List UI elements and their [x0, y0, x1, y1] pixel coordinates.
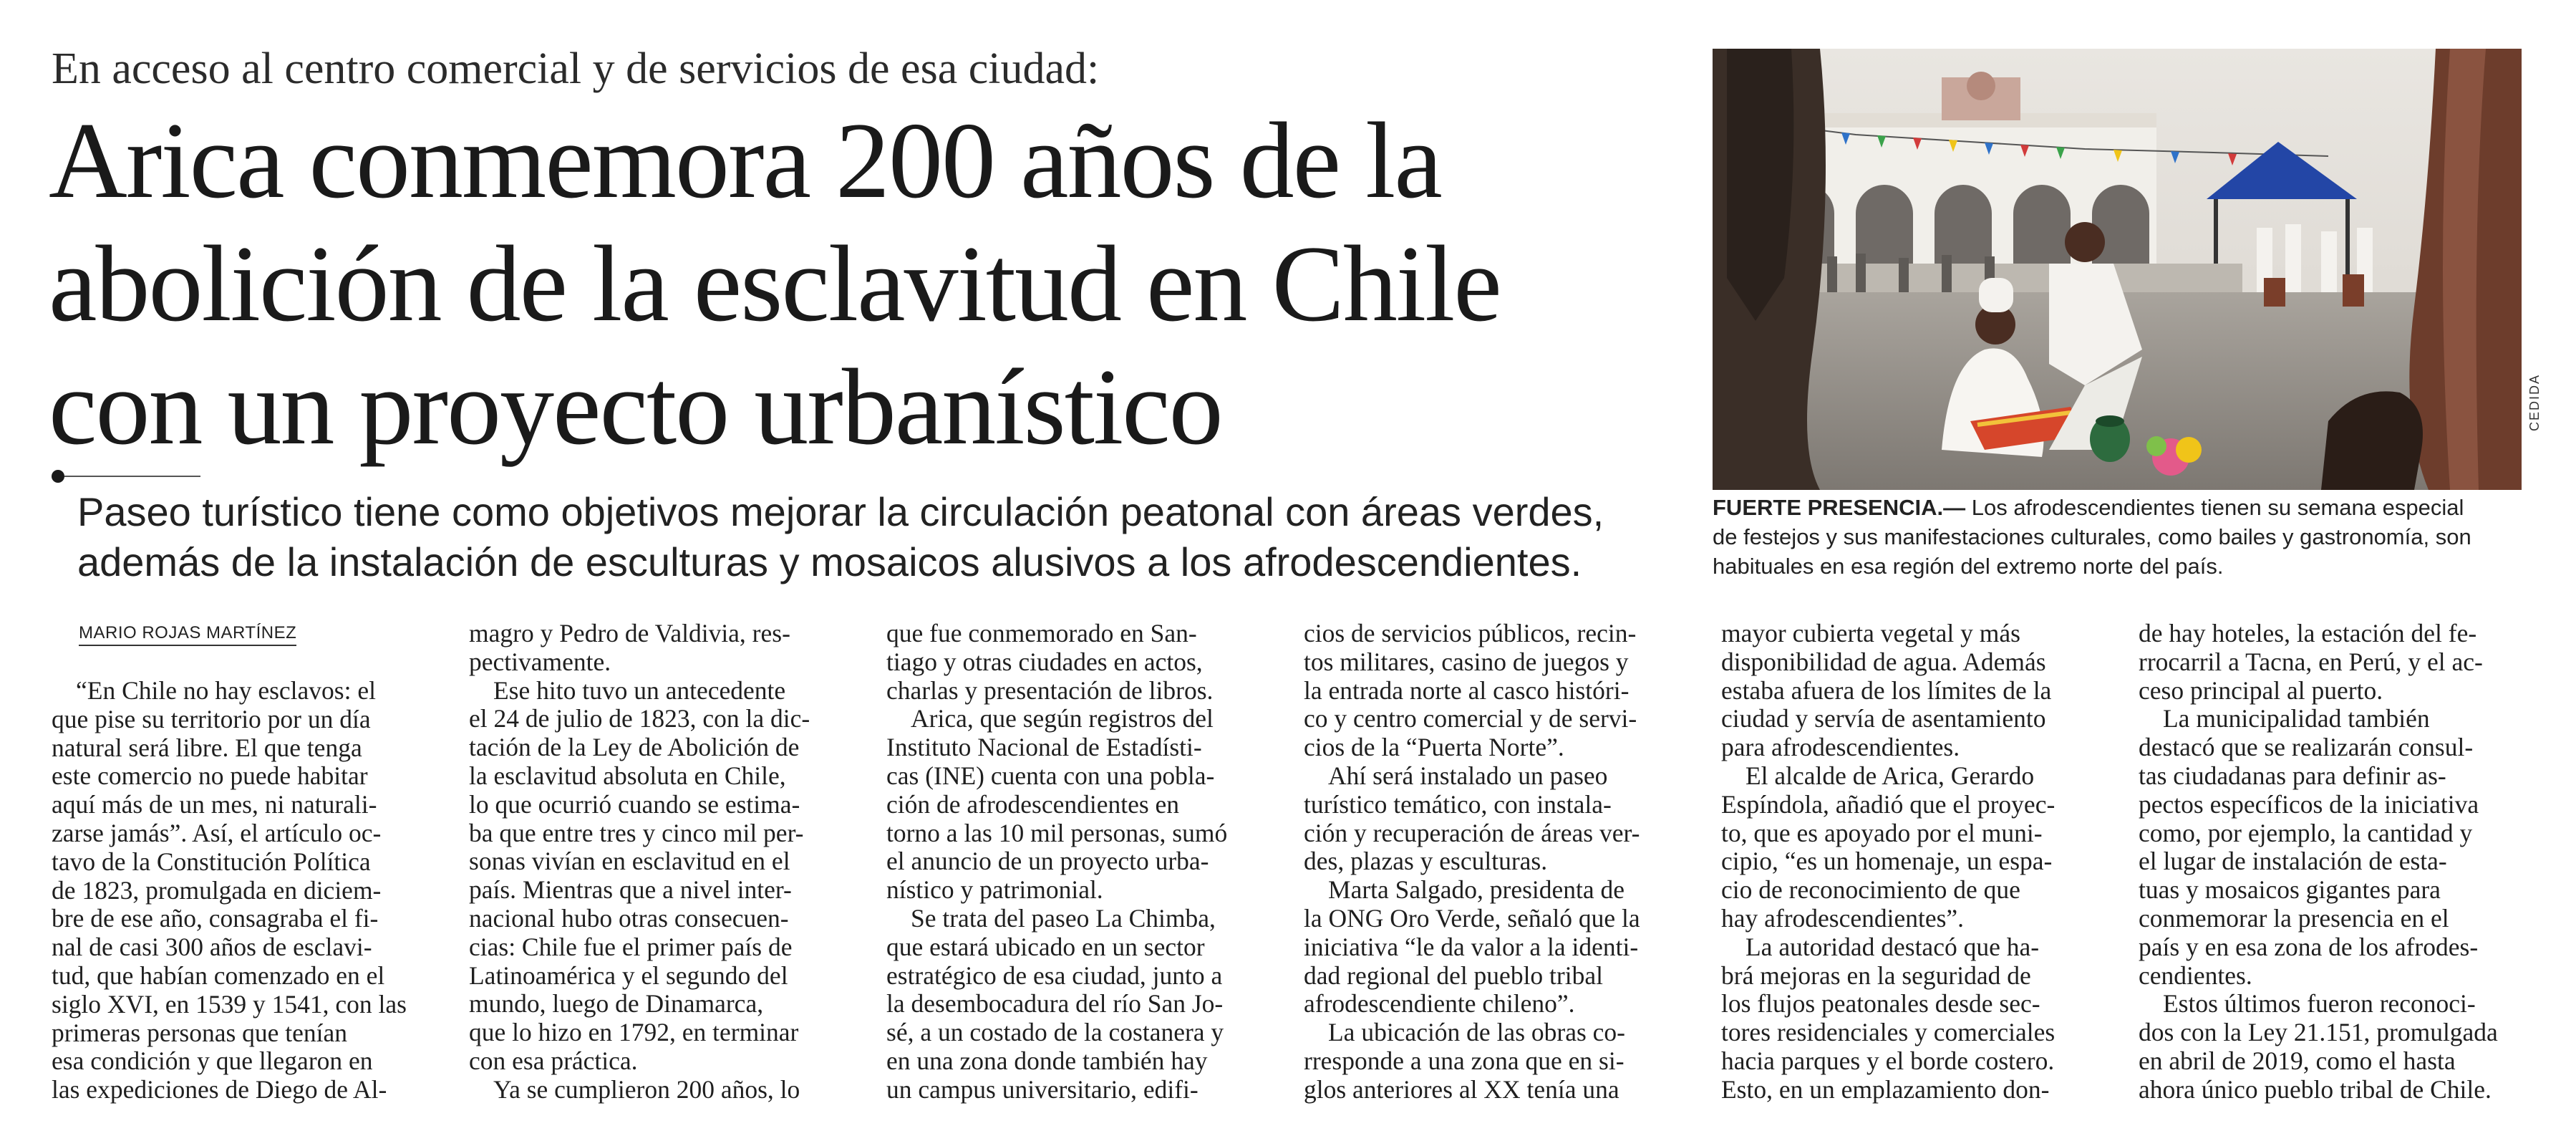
photo-caption: [1713, 493, 2543, 581]
body-line: afrodescendiente chileno”.: [1304, 989, 1575, 1019]
body-line: magro y Pedro de Valdivia, res-: [469, 619, 790, 647]
body-line: pectivamente.: [469, 647, 611, 676]
article-byline: MARIO ROJAS MARTÍNEZ: [79, 623, 296, 646]
body-line: en una zona donde también hay: [886, 1046, 1208, 1075]
body-line: un campus universitario, edifi-: [886, 1074, 1199, 1104]
body-column-6: [2139, 620, 2525, 1104]
body-line: que pise su territorio por un día: [52, 704, 371, 733]
caption-text: Los afrodescendientes tienen su semana especial: [1965, 495, 2464, 520]
body-line: des, plazas y esculturas.: [1304, 847, 1548, 876]
body-column-4: [1304, 620, 1690, 1104]
body-line: con esa práctica.: [469, 1046, 638, 1075]
body-line: la esclavitud absoluta en Chile,: [469, 761, 786, 790]
body-line: ción y recuperación de áreas ver-: [1304, 818, 1640, 847]
body-line: cendientes.: [2139, 960, 2252, 990]
body-line: sonas vivían en esclavitud en el: [469, 847, 790, 876]
divider-dot: [52, 470, 64, 483]
headline-line: con un proyecto urbanístico: [49, 347, 1222, 467]
body-line: tud, que habían comenzado en el: [52, 960, 385, 990]
body-line: destacó que se realizarán consul-: [2139, 733, 2474, 762]
body-line: cios de la “Puerta Norte”.: [1304, 733, 1564, 762]
caption-line: de festejos y sus manifestaciones culturales, como bailes y gastronomía, son: [1713, 524, 2471, 549]
body-line: Estos últimos fueron reconoci-: [2163, 989, 2476, 1019]
body-line: tavo de la Constitución Política: [52, 847, 371, 876]
body-line: que lo hizo en 1792, en terminar: [469, 1018, 799, 1047]
body-line: tas ciudadanas para definir as-: [2139, 761, 2446, 790]
caption-line: habituales en esa región del extremo norte del país.: [1713, 554, 2224, 579]
body-line: to, que es apoyado por el muni-: [1721, 818, 2043, 847]
body-line: Ahí será instalado un paseo: [1328, 761, 1608, 790]
body-line: Esto, en un emplazamiento don-: [1721, 1074, 2050, 1104]
divider-line: [64, 476, 200, 477]
photo-credit: CEDIDA: [2527, 373, 2542, 431]
body-line: cipio, “es un homenaje, un espa-: [1721, 847, 2053, 876]
body-line: ba que entre tres y cinco mil per-: [469, 818, 804, 847]
body-line: cios de servicios públicos, recin-: [1304, 619, 1637, 647]
body-line: el 24 de julio de 1823, con la dic-: [469, 704, 810, 733]
headline-line: Arica conmemora 200 años de la: [49, 100, 1441, 221]
body-line: Arica, que según registros del: [911, 704, 1214, 733]
body-line: iniciativa “le da valor a la identi-: [1304, 932, 1639, 961]
body-line: tuas y mosaicos gigantes para: [2139, 875, 2441, 905]
body-line: La ubicación de las obras co-: [1328, 1018, 1625, 1047]
body-line: “En Chile no hay esclavos: el: [76, 676, 376, 705]
body-line: el lugar de instalación de esta-: [2139, 847, 2447, 876]
body-line: brá mejoras en la seguridad de: [1721, 960, 2031, 990]
body-line: mayor cubierta vegetal y más: [1721, 619, 2020, 647]
body-line: La autoridad destacó que ha-: [1745, 932, 2040, 961]
body-line: este comercio no puede habitar: [52, 761, 368, 791]
caption-line: [1713, 493, 2543, 522]
body-line: hay afrodescendientes”.: [1721, 903, 1965, 933]
body-column-2: [469, 620, 856, 1104]
body-line: siglo XVI, en 1539 y 1541, con las: [52, 989, 407, 1019]
body-line: nal de casi 300 años de esclavi-: [52, 933, 372, 962]
body-line: la entrada norte al casco históri-: [1304, 675, 1630, 705]
body-line: la ONG Oro Verde, señaló que la: [1304, 903, 1640, 933]
article-photo: [1713, 49, 2522, 490]
body-line: disponibilidad de agua. Además: [1721, 647, 2046, 676]
deck-line: Paseo turístico tiene como objetivos mejorar la circulación peatonal con áreas verdes,: [77, 489, 1604, 534]
body-line: la desembocadura del río San Jo-: [886, 989, 1224, 1019]
deck-line: además de la instalación de esculturas y mosaicos alusivos a los afrodescendientes.: [77, 539, 1582, 584]
body-line: de 1823, promulgada en diciem-: [52, 875, 382, 905]
body-line: tación de la Ley de Abolición de: [469, 733, 800, 762]
body-line: co y centro comercial y de servi-: [1304, 704, 1637, 733]
body-line: charlas y presentación de libros.: [886, 675, 1214, 705]
body-line: pectos específicos de la iniciativa: [2139, 789, 2479, 819]
body-line: tos militares, casino de juegos y: [1304, 647, 1629, 676]
caption-label: FUERTE PRESENCIA.—: [1713, 495, 1966, 520]
body-line: Ese hito tuvo un antecedente: [493, 675, 786, 705]
body-line: estaba afuera de los límites de la: [1721, 675, 2052, 705]
body-column-1: [52, 677, 438, 1104]
body-line: rrocarril a Tacna, en Perú, y el ac-: [2139, 647, 2483, 676]
body-line: cio de reconocimiento de que: [1721, 875, 2020, 905]
body-line: mundo, luego de Dinamarca,: [469, 989, 764, 1019]
body-line: rresponde a una zona que en si-: [1304, 1046, 1624, 1075]
body-line: estratégico de esa ciudad, junto a: [886, 960, 1223, 990]
body-line: hacia parques y el borde costero.: [1721, 1046, 2055, 1075]
body-line: torno a las 10 mil personas, sumó: [886, 818, 1228, 847]
body-line: cias: Chile fue el primer país de: [469, 932, 793, 961]
body-line: Marta Salgado, presidenta de: [1328, 875, 1625, 905]
body-line: para afrodescendientes.: [1721, 733, 1960, 762]
body-line: ciudad y servía de asentamiento: [1721, 704, 2046, 733]
body-line: nacional hubo otras consecuen-: [469, 903, 789, 933]
body-line: aquí más de un mes, ni naturali-: [52, 790, 377, 819]
body-line: dad regional del pueblo tribal: [1304, 960, 1603, 990]
body-line: tores residenciales y comerciales: [1721, 1018, 2056, 1047]
body-line: conmemorar la presencia en el: [2139, 903, 2449, 933]
body-line: bre de ese año, consagraba el fi-: [52, 904, 379, 933]
body-line: glos anteriores al XX tenía una: [1304, 1074, 1619, 1104]
body-line: primeras personas que tenían: [52, 1018, 348, 1047]
body-column-3: [886, 620, 1273, 1104]
article-deck: [77, 487, 1695, 587]
body-line: como, por ejemplo, la cantidad y: [2139, 818, 2473, 847]
body-line: que fue conmemorado en San-: [886, 619, 1197, 647]
body-line: Espíndola, añadió que el proyec-: [1721, 789, 2056, 819]
photo-illustration: [1713, 49, 2522, 490]
article-headline: [49, 99, 1695, 468]
headline-line: abolición de la esclavitud en Chile: [49, 223, 1501, 344]
body-line: los flujos peatonales desde sec-: [1721, 989, 2040, 1019]
body-line: lo que ocurrió cuando se estima-: [469, 789, 800, 819]
body-line: el anuncio de un proyecto urba-: [886, 847, 1209, 876]
body-line: sé, a un costado de la costanera y: [886, 1018, 1224, 1047]
body-line: país y en esa zona de los afrodes-: [2139, 932, 2479, 961]
body-line: turístico temático, con instala-: [1304, 789, 1612, 819]
body-line: tiago y otras ciudades en actos,: [886, 647, 1203, 676]
body-line: nístico y patrimonial.: [886, 875, 1103, 905]
body-line: El alcalde de Arica, Gerardo: [1745, 761, 2035, 790]
body-line: dos con la Ley 21.151, promulgada: [2139, 1018, 2498, 1047]
article-kicker: En acceso al centro comercial y de servicios de esa ciudad:: [52, 44, 1100, 93]
body-line: que estará ubicado en un sector: [886, 932, 1205, 961]
body-line: La municipalidad también: [2163, 704, 2430, 733]
body-line: Se trata del paseo La Chimba,: [911, 903, 1216, 933]
body-line: las expediciones de Diego de Al-: [52, 1075, 387, 1104]
body-line: natural será libre. El que tenga: [52, 733, 362, 762]
body-line: ahora único pueblo tribal de Chile.: [2139, 1074, 2492, 1104]
body-line: en abril de 2019, como el hasta: [2139, 1046, 2456, 1075]
body-line: ceso principal al puerto.: [2139, 675, 2383, 705]
body-line: país. Mientras que a nivel inter-: [469, 875, 792, 905]
body-line: esa condición y que llegaron en: [52, 1046, 373, 1076]
body-line: zarse jamás”. Así, el artículo oc-: [52, 818, 382, 847]
body-line: Instituto Nacional de Estadísti-: [886, 733, 1202, 762]
body-line: de hay hoteles, la estación del fe-: [2139, 619, 2477, 647]
body-line: cas (INE) cuenta con una pobla-: [886, 761, 1215, 790]
body-line: Ya se cumplieron 200 años, lo: [493, 1074, 800, 1104]
body-line: Latinoamérica y el segundo del: [469, 960, 788, 990]
body-column-5: [1721, 620, 2108, 1104]
body-line: ción de afrodescendientes en: [886, 789, 1180, 819]
